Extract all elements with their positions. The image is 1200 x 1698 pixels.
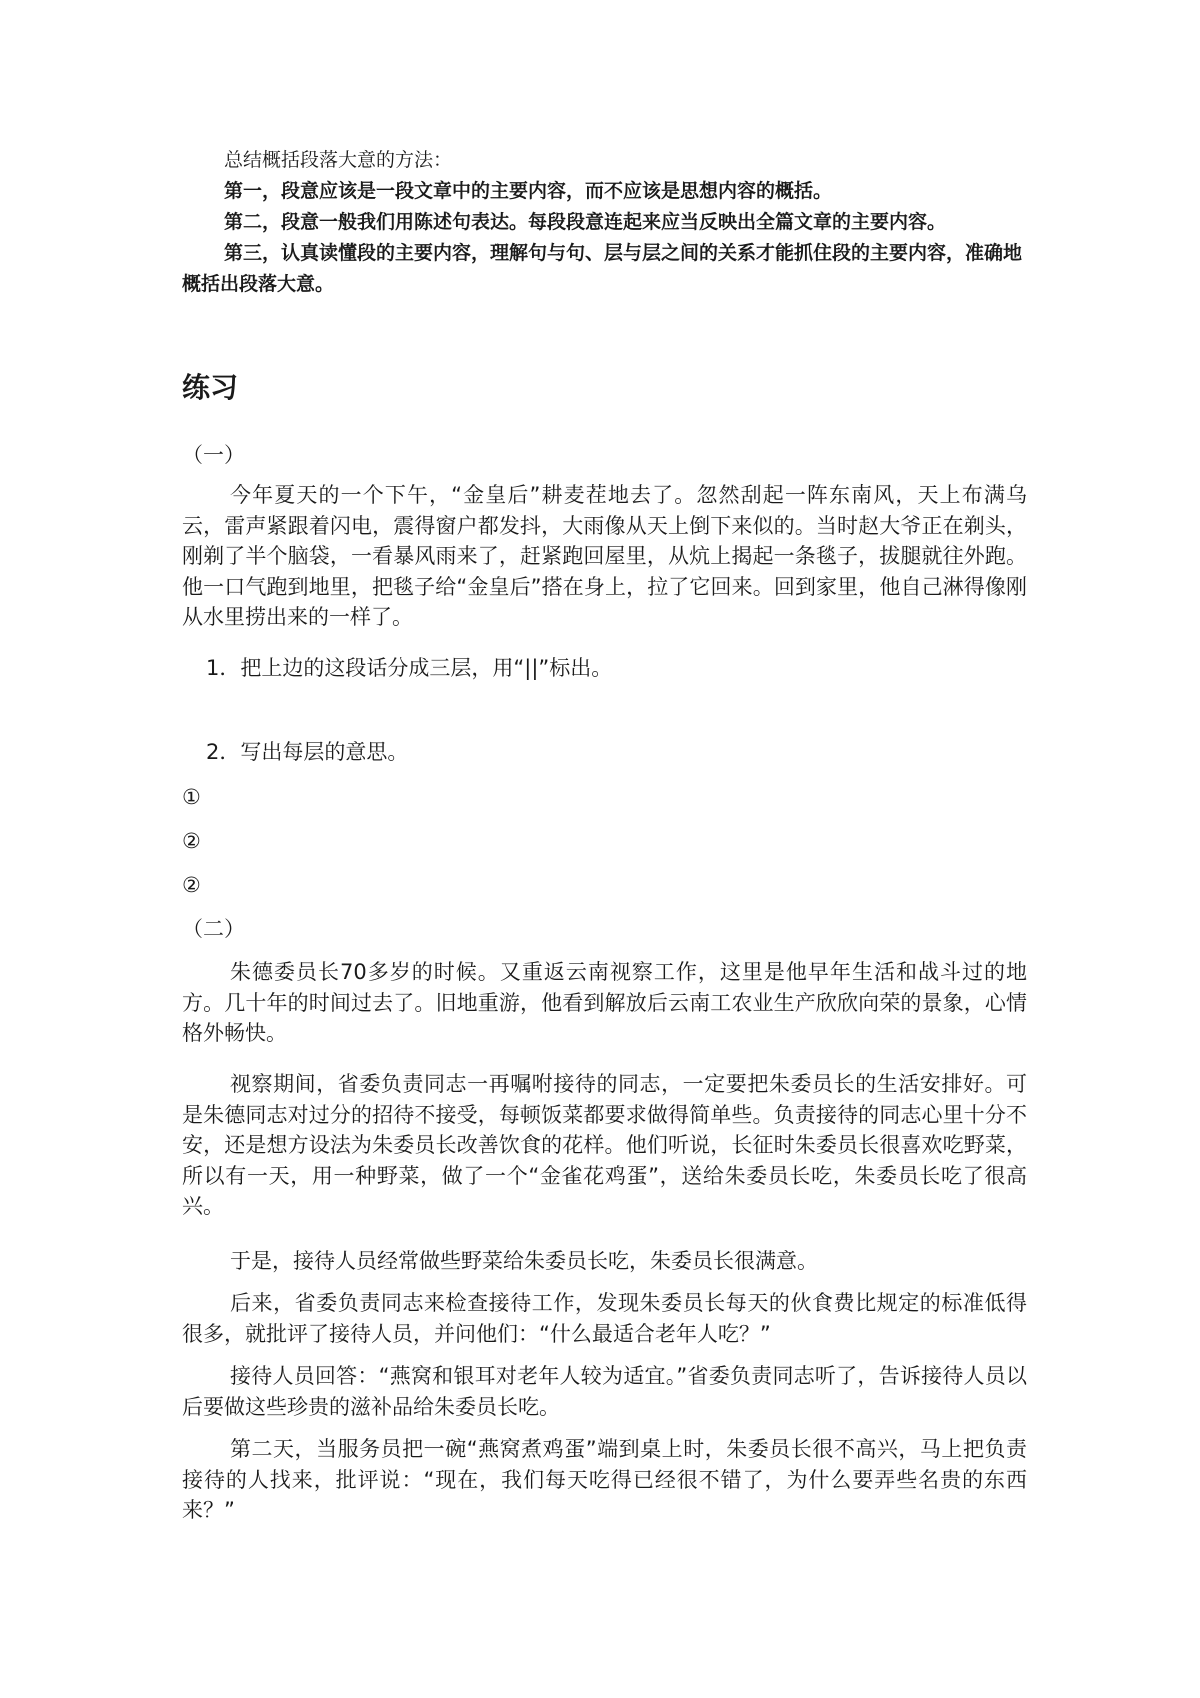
part2-marker: （二） [182, 917, 245, 941]
method-rule-1: 第一，段意应该是一段文章中的主要内容，而不应该是思想内容的概括。 [224, 180, 833, 202]
part1-answer-1-block [182, 782, 1027, 812]
methods-section [182, 145, 1027, 300]
method-rule-2: 第二，段意一般我们用陈述句表达。每段段意连起来应当反映出全篇文章的主要内容。 [224, 211, 947, 233]
methods-intro: 总结概括段落大意的方法： [224, 149, 453, 171]
part1-question-2: 2．写出每层的意思。 [206, 740, 409, 764]
method-rule-3: 第三，认真读懂段的主要内容，理解句与句、层与层之间的关系才能抓住段的主要内容，准确地概括出段落大意。 [182, 242, 1023, 295]
part2-paragraph-6-block [182, 1434, 1027, 1526]
part2-paragraph-1-block [182, 957, 1027, 1049]
answer-line-2: ② [182, 829, 201, 853]
part2-paragraph-4-block [182, 1288, 1027, 1349]
part1-paragraph: 今年夏天的一个下午，“金皇后”耕麦茬地去了。忽然刮起一阵东南风，天上布满乌云，雷声紧跟着闪电，震得窗户都发抖，大雨像从天上倒下来似的。当时赵大爷正在剃头，刚剃了半个脑袋，一看暴风雨来了，赶紧跑回屋里，从炕上揭起一条毯子，拔腿就往外跑。他一口气跑到地里，把毯子给“金皇后”搭在身上，拉了它回来。回到家里，他自己淋得像刚从水里捞出来的一样了。 [182, 483, 1027, 629]
part2-marker-block [182, 914, 1027, 944]
part1-answer-3-block [182, 870, 1027, 900]
part2-paragraph-5-block [182, 1361, 1027, 1422]
part2-paragraph-2-block [182, 1069, 1027, 1222]
document-page [182, 0, 1027, 1698]
part1-marker-block [182, 440, 1027, 470]
part2-paragraph-1: 朱德委员长70多岁的时候。又重返云南视察工作，这里是他早年生活和战斗过的地方。几十年的时间过去了。旧地重游，他看到解放后云南工农业生产欣欣向荣的景象，心情格外畅快。 [182, 960, 1027, 1045]
part1-passage [182, 480, 1027, 633]
part1-question1-block [182, 653, 1027, 683]
answer-line-3: ② [182, 873, 201, 897]
part2-paragraph-2: 视察期间，省委负责同志一再嘱咐接待的同志，一定要把朱委员长的生活安排好。可是朱德同志对过分的招待不接受，每顿饭菜都要求做得简单些。负责接待的同志心里十分不安，还是想方设法为朱委员长改善饮食的花样。他们听说，长征时朱委员长很喜欢吃野菜，所以有一天，用一种野菜，做了一个“金雀花鸡蛋”，送给朱委员长吃，朱委员长吃了很高兴。 [182, 1072, 1027, 1218]
practice-title: 练习 [182, 371, 239, 404]
part2-paragraph-5: 接待人员回答：“燕窝和银耳对老年人较为适宜。”省委负责同志听了，告诉接待人员以后要做这些珍贵的滋补品给朱委员长吃。 [182, 1364, 1027, 1419]
part2-paragraph-3: 于是，接待人员经常做些野菜给朱委员长吃，朱委员长很满意。 [230, 1249, 818, 1273]
part2-paragraph-4: 后来，省委负责同志来检查接待工作，发现朱委员长每天的伙食费比规定的标准低得很多，就批评了接待人员，并问他们：“什么最适合老年人吃？” [182, 1291, 1027, 1346]
part2-paragraph-6: 第二天，当服务员把一碗“燕窝煮鸡蛋”端到桌上时，朱委员长很不高兴，马上把负责接待的人找来，批评说：“现在，我们每天吃得已经很不错了，为什么要弄些名贵的东西来？” [182, 1437, 1027, 1522]
part1-question-1: 1．把上边的这段话分成三层，用“||”标出。 [206, 656, 613, 680]
part2-paragraph-3-block [182, 1246, 1027, 1277]
answer-line-1: ① [182, 785, 201, 809]
part1-question2-block [182, 737, 1027, 767]
part1-marker: （一） [182, 443, 245, 467]
part1-answer-2-block [182, 826, 1027, 856]
